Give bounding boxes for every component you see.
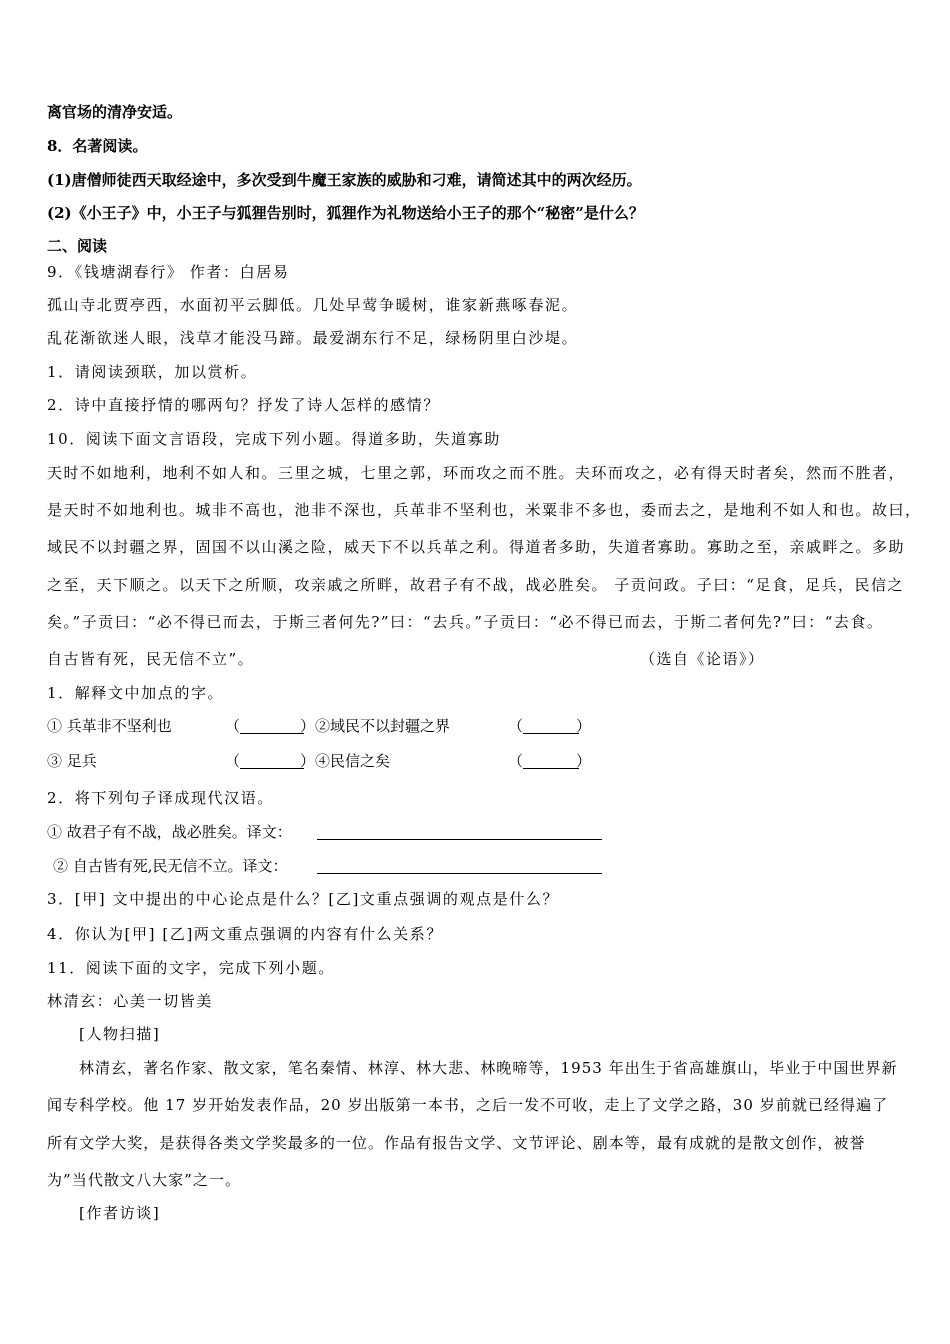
question-9-2: 2．诗中直接抒情的哪两句？抒发了诗人怎样的感情？ bbox=[47, 396, 440, 414]
article-line: 林清玄，著名作家、散文家，笔名秦情、林淳、林大悲、林晚啼等，1953 年出生于省高雄旗山，毕业于中国世界新 bbox=[79, 1059, 898, 1077]
question-11-heading: 11．阅读下面的文字，完成下列小题。 bbox=[47, 959, 335, 977]
vocab-item-1: ① 兵革非不坚利也 bbox=[47, 717, 172, 735]
passage-line: 天时不如地利，地利不如人和。三里之城，七里之郭，环而攻之而不胜。夫环而攻之，必有得天时者矣，然而不胜者， bbox=[47, 464, 906, 482]
passage-line: 自古皆有死，民无信不立”。 bbox=[47, 650, 255, 668]
passage-line: 矣。”子贡曰：“必不得已而去，于斯三者何先?”曰：“去兵。”子贡曰：“必不得已而去，于斯二者何先?”曰：“去食。 bbox=[47, 613, 884, 631]
passage-line: 之至，天下顺之。以天下之所顺，攻亲戚之所畔，故君子有不战，战必胜矣。 子贡问政。子曰：“足食，足兵，民信之 bbox=[47, 576, 904, 594]
section-heading-reading: 二、阅读 bbox=[47, 237, 108, 255]
blank-open: （ bbox=[225, 717, 241, 735]
vocab-item-3: ③ 足兵 bbox=[47, 752, 97, 770]
vocab-item-2: ②域民不以封疆之界 bbox=[315, 717, 451, 735]
passage-line: 是天时不如地利也。城非不高也，池非不深也，兵革非不坚利也，米粟非不多也，委而去之，是地利不如人和也。故曰， bbox=[47, 501, 922, 519]
answer-blank-2[interactable] bbox=[523, 733, 579, 734]
translation-line-2[interactable] bbox=[317, 873, 602, 874]
article-line: 为”当代散文八大家”之一。 bbox=[47, 1171, 241, 1189]
blank-close: ） bbox=[576, 752, 592, 770]
section-label-interview: [作者访谈] bbox=[79, 1204, 161, 1222]
question-9-1: 1．请阅读颈联，加以赏析。 bbox=[47, 363, 258, 381]
article-line: 所有文学大奖，是获得各类文学奖最多的一位。作品有报告文学、文节评论、剧本等，最有成就的是散文创作，被誉 bbox=[47, 1134, 866, 1152]
vocab-item-4: ④民信之矣 bbox=[315, 752, 391, 770]
poem-title: 9．《钱塘湖春行》 作者：白居易 bbox=[47, 263, 290, 281]
translate-item-1: ① 故君子有不战，战必胜矣。译文： bbox=[47, 823, 292, 841]
answer-blank-3[interactable] bbox=[240, 768, 304, 769]
translation-line-1[interactable] bbox=[317, 839, 602, 840]
passage-source: （选自《论语》） bbox=[640, 650, 765, 668]
blank-close: ） bbox=[300, 752, 316, 770]
answer-blank-4[interactable] bbox=[523, 768, 579, 769]
answer-blank-1[interactable] bbox=[240, 733, 304, 734]
poem-line-1: 孤山寺北贾亭西，水面初平云脚低。几处早莺争暖树，谁家新燕啄春泥。 bbox=[47, 296, 579, 314]
text-line: 离官场的清净安适。 bbox=[47, 103, 183, 121]
question-10-1: 1．解释文中加点的字。 bbox=[47, 684, 225, 702]
question-10-4: 4．你认为[甲] [乙]两文重点强调的内容有什么关系？ bbox=[47, 925, 443, 943]
article-title: 林清玄：心美一切皆美 bbox=[47, 992, 214, 1010]
question-10-heading: 10．阅读下面文言语段，完成下列小题。得道多助，失道寡助 bbox=[47, 430, 501, 448]
question-8-part-2: (2)《小王子》中，小王子与狐狸告别时，狐狸作为礼物送给小王子的那个“秘密”是什么？ bbox=[47, 204, 644, 222]
passage-line: 域民不以封疆之界，固国不以山溪之险，威天下不以兵革之利。得道者多助，失道者寡助。寡助之至，亲戚畔之。多助 bbox=[47, 538, 906, 556]
blank-open: （ bbox=[508, 717, 524, 735]
blank-open: （ bbox=[225, 752, 241, 770]
blank-open: （ bbox=[508, 752, 524, 770]
poem-line-2: 乱花渐欲迷人眼，浅草才能没马蹄。最爱湖东行不足，绿杨阴里白沙堤。 bbox=[47, 329, 579, 347]
section-label-profile: [人物扫描] bbox=[79, 1025, 161, 1043]
article-line: 闻专科学校。他 17 岁开始发表作品，20 岁出版第一本书，之后一发不可收，走上了文学之路，30 岁前就已经得遍了 bbox=[47, 1096, 889, 1114]
question-8-heading: 8．名著阅读。 bbox=[47, 137, 148, 155]
question-10-3: 3．[甲] 文中提出的中心论点是什么？[乙]文重点强调的观点是什么？ bbox=[47, 890, 560, 908]
translate-item-2: ② 自古皆有死,民无信不立。译文： bbox=[53, 857, 288, 875]
blank-close: ） bbox=[300, 717, 316, 735]
question-8-part-1: (1)唐僧师徒西天取经途中，多次受到牛魔王家族的威胁和刁难，请简述其中的两次经历。 bbox=[47, 171, 642, 189]
question-10-2: 2．将下列句子译成现代汉语。 bbox=[47, 789, 274, 807]
blank-close: ） bbox=[576, 717, 592, 735]
